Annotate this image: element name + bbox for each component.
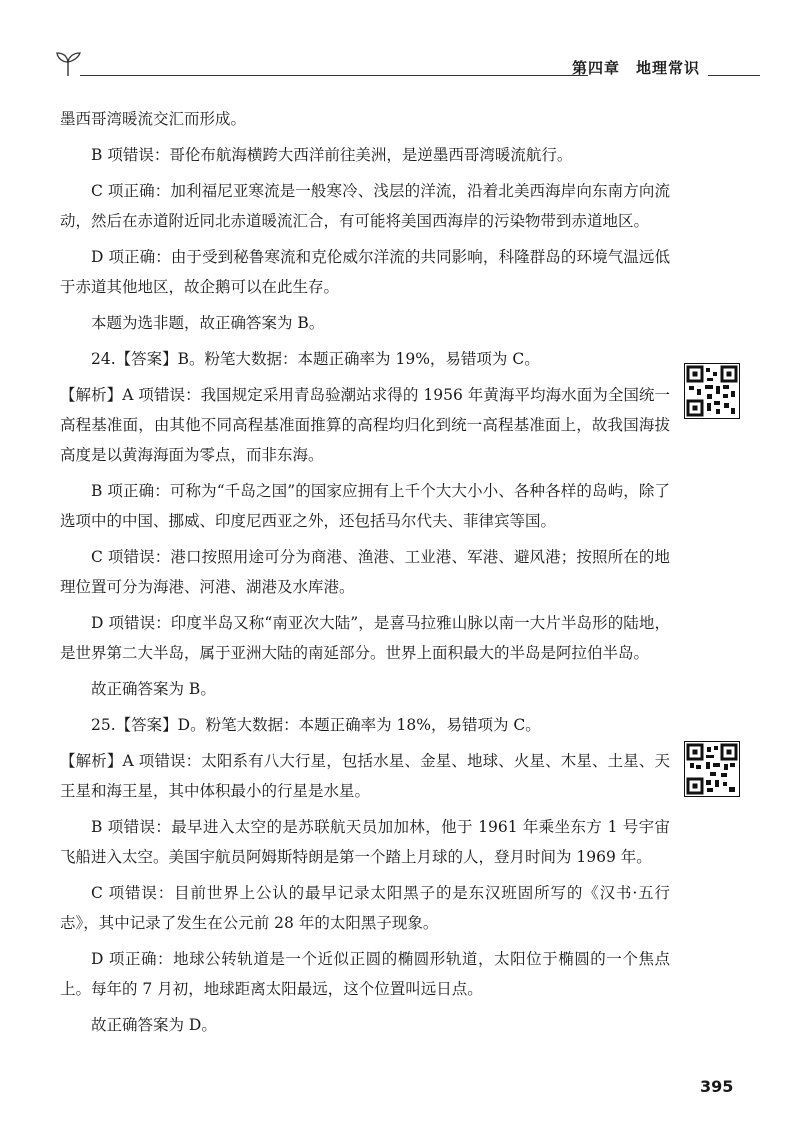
analysis-paragraph: 【解析】A 项错误：太阳系有八大行星，包括水星、金星、地球、火星、木星、土星、天王星和海王星，其中体积最小的行星是水星。 (60, 752, 670, 800)
qr-pattern (685, 364, 739, 418)
chapter-title: 第四章 地理常识 (571, 59, 700, 77)
paragraph: 故正确答案为 B。 (91, 680, 216, 698)
paragraph: C 项错误：港口按照用途可分为商港、渔港、工业港、军港、避风港；按照所在的地理位置可分为海港、河港、湖港及水库港。 (60, 548, 670, 596)
analysis-paragraph: 【解析】A 项错误：我国规定采用青岛验潮站求得的 1956 年黄海平均海水面为全国统一高程基准面，由其他不同高程基准面推算的高程均归化到统一高程基准面上，故我国海拔高度是以黄海海面为零点，而非东海。 (60, 386, 670, 464)
paragraph: 墨西哥湾暖流交汇而形成。 (60, 110, 247, 128)
paragraph: B 项正确：可称为“千岛之国”的国家应拥有上千个大大小小、各种各样的岛屿，除了选项中的中国、挪威、印度尼西亚之外，还包括马尔代夫、菲律宾等国。 (60, 482, 670, 530)
page-body (60, 104, 670, 1040)
paragraph: D 项正确：地球公转轨道是一个近似正圆的椭圆形轨道，太阳位于椭圆的一个焦点上。每年的 7 月初，地球距离太阳最远，这个位置叫远日点。 (60, 950, 670, 998)
header-rule-end (708, 75, 760, 76)
paragraph: 故正确答案为 D。 (91, 1016, 217, 1034)
paragraph: C 项错误：目前世界上公认的最早记录太阳黑子的是东汉班固所写的《汉书·五行志》，其中记录了发生在公元前 28 年的太阳黑子现象。 (60, 884, 670, 932)
leaf-sprout-icon (54, 50, 84, 78)
paragraph: D 项正确：由于受到秘鲁寒流和克伦威尔洋流的共同影响，科隆群岛的环境气温远低于赤道其他地区，故企鹅可以在此生存。 (60, 248, 670, 296)
header-rule (80, 75, 588, 76)
qr-code-icon[interactable] (684, 741, 740, 797)
paragraph: 本题为选非题，故正确答案为 B。 (91, 314, 325, 332)
paragraph: C 项正确：加利福尼亚寒流是一般寒冷、浅层的洋流，沿着北美西海岸向东南方向流动，然后在赤道附近同北赤道暖流汇合，有可能将美国西海岸的污染物带到赤道地区。 (60, 182, 670, 230)
paragraph: B 项错误：哥伦布航海横跨大西洋前往美洲，是逆墨西哥湾暖流航行。 (91, 146, 573, 164)
qr-code-icon[interactable] (684, 363, 740, 419)
qr-pattern (685, 742, 739, 796)
answer-line: 24.【答案】B。粉笔大数据：本题正确率为 19%，易错项为 C。 (91, 350, 540, 368)
paragraph: B 项错误：最早进入太空的是苏联航天员加加林，他于 1961 年乘坐东方 1 号宇宙飞船进入太空。美国宇航员阿姆斯特朗是第一个踏上月球的人，登月时间为 1969 年。 (60, 818, 670, 866)
answer-line: 25.【答案】D。粉笔大数据：本题正确率为 18%，易错项为 C。 (91, 716, 541, 734)
paragraph: D 项错误：印度半岛又称“南亚次大陆”，是喜马拉雅山脉以南一大片半岛形的陆地，是世界第二大半岛，属于亚洲大陆的南延部分。世界上面积最大的半岛是阿拉伯半岛。 (60, 614, 670, 662)
page-number: 395 (700, 1077, 734, 1096)
page-header (60, 56, 760, 80)
